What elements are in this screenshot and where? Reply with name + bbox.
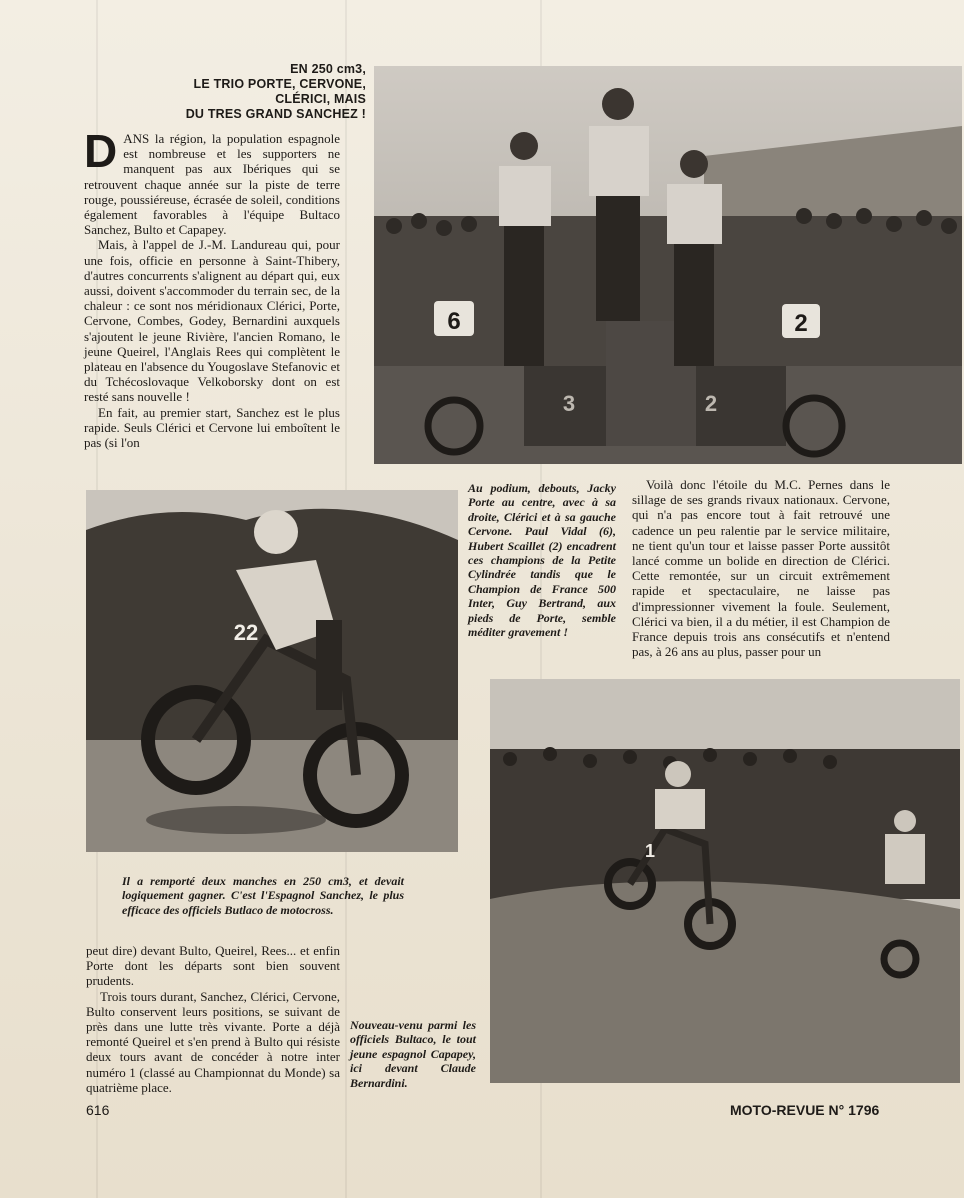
magazine-issue: MOTO-REVUE N° 1796 [730, 1102, 880, 1118]
paragraph-5: Trois tours durant, Sanchez, Clérici, Cervone, Bulto conservent leurs positions, se suivant de près dans une lutte très vivante. Porte a déjà remonté Queirel et s'en prend à Bulto qui résiste deux tours avant de concéder à notre inter numéro 1 (classé au Championnat du Monde) sa quatrième place. [86, 988, 340, 1095]
article-column-top [84, 125, 340, 451]
paragraph-4: peut dire) devant Bulto, Queirel, Rees... et enfin Porte dont les départs sont bien souvent prudents. [86, 943, 340, 989]
capapey-photo [490, 679, 960, 1083]
podium-step-2: 2 [704, 391, 718, 416]
race-bike-number: 1 [644, 841, 656, 861]
podium-step-3: 3 [562, 391, 576, 416]
caption-capapey: Nouveau-venu parmi les officiels Bultaco, le tout jeune espagnol Capapey, ici devant Claude Bernardini. [350, 1018, 476, 1090]
caption-sanchez: Il a remporté deux manches en 250 cm3, et devait logiquement gagner. C'est l'Espagnol Sanchez, le plus efficace des officiels Butlaco de motocross. [122, 874, 404, 917]
plate-left-number: 6 [447, 308, 461, 335]
drop-cap: D [84, 125, 118, 177]
article-column-right [632, 477, 890, 659]
paragraph-6: Voilà donc l'étoile du M.C. Pernes dans le sillage de ses grands rivaux nationaux. Cervone, qui n'a pas encore tout à fait retrouvé une cadence un peu ralentie par le service militaire, ne tient qu'un tour et laisse passer Porte aussitôt lancé comme un bolide en direction de Clérici. Cette remontée, sur un circuit extrêmement rapide et spectaculaire, ne laisse pas d'impressionner vivement la foule. Seulement, Clérici va bien, il a du métier, il est Champion de France depuis trois ans consécutifs et n'entend pas, à 26 ans au plus, passer pour un [632, 477, 890, 660]
sanchez-photo [86, 490, 458, 852]
paragraph-2: Mais, à l'appel de J.-M. Landureau qui, pour une fois, officie en personne à Saint-Thibery, d'autres concurrents s'alignent au départ qui, eux aussi, doivent s'accommoder du terrain sec, de la chaleur : ce sont nos méridionaux Clérici, Porte, Cervone, Combes, Godey, Bernardini auxquels s'ajoutent le jeune Rivière, l'ancien Romano, le jeune Queirel, l'Anglais Rees qui complètent le plateau en l'absence du Yougoslave Stefanovic et du Tchécoslovaque Velkoborsky dont on est resté sans nouvelle ! [84, 237, 340, 405]
paragraph-intro: DANS la région, la population espagnole est nombreuse et les supporters ne manquent pas aux Ibériques qui se retrouvent chaque année sur la piste de terre rouge, poussiéreuse, écrasée de soleil, conditions également favorables à l'équipe Bultaco Sanchez, Bulto et Capapey. [84, 125, 340, 238]
paragraph-3: En fait, au premier start, Sanchez est le plus rapide. Seuls Clérici et Cervone lui emboîtent le pas (si l'on [84, 404, 340, 451]
article-column-bottom [86, 943, 340, 1095]
article-headline: EN 250 cm3, LE TRIO PORTE, CERVONE, CLÉRICI, MAIS DU TRES GRAND SANCHEZ ! [185, 62, 366, 121]
rider-number: 22 [233, 620, 259, 645]
podium-photo [374, 66, 962, 464]
caption-podium: Au podium, debouts, Jacky Porte au centre, avec à sa droite, Clérici et à sa gauche Cervone. Paul Vidal (6), Hubert Scaillet (2) encadrent ces champions de la Petite Cylindrée tandis que le Champion de France 500 Inter, Guy Bertrand, aux pieds de Porte, semble méditer gravement ! [468, 481, 616, 640]
plate-right-number: 2 [794, 310, 808, 337]
page-number: 616 [86, 1102, 110, 1118]
